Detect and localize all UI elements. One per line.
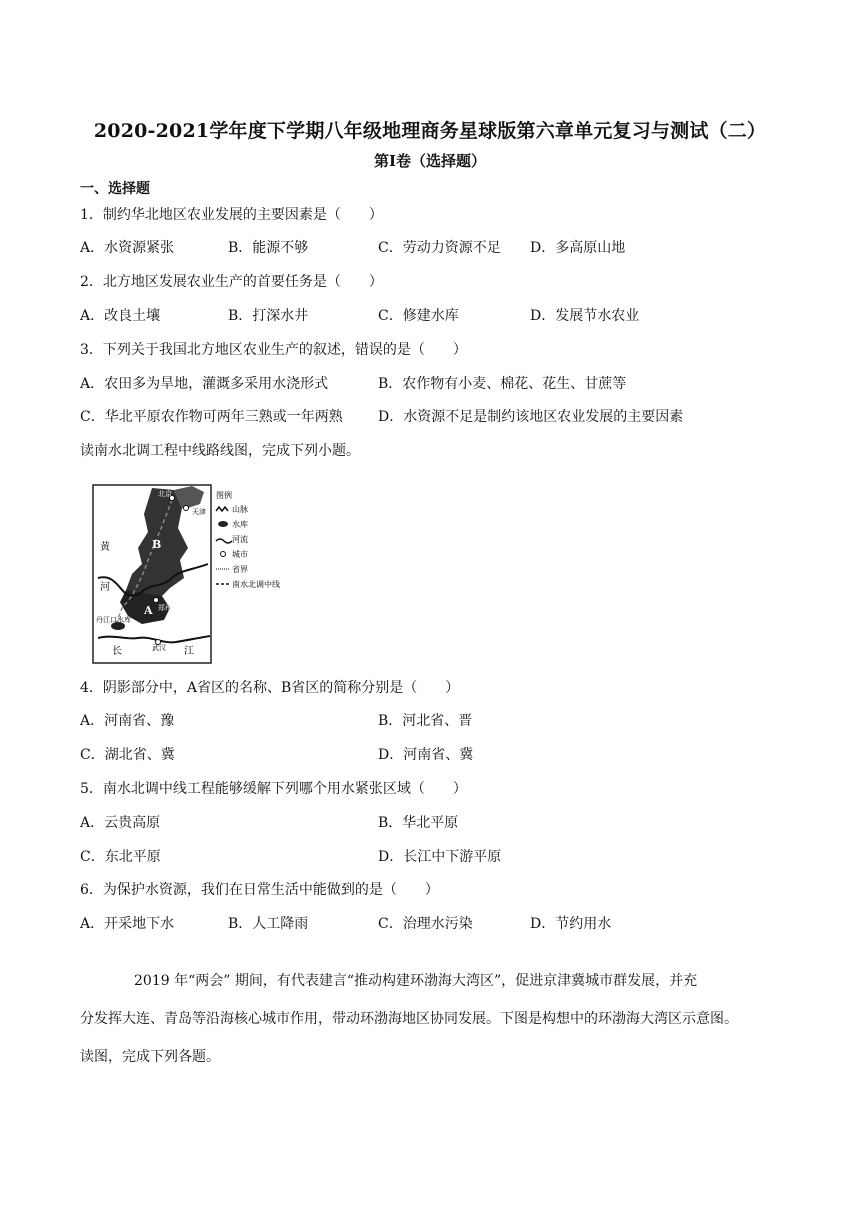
label-beijing: 北京 <box>158 490 172 498</box>
question-5-option-b[interactable]: B．华北平原 <box>378 815 459 831</box>
question-1-option-c[interactable]: C．劳动力资源不足 <box>378 240 501 256</box>
question-1-option-a[interactable]: A．水资源紧张 <box>80 240 175 256</box>
label-wuhan: 武汉 <box>152 644 166 652</box>
city-icon <box>221 552 226 557</box>
question-3-option-b[interactable]: B．农作物有小麦、棉花、花生、甘蔗等 <box>378 376 627 392</box>
question-6-option-d[interactable]: D．节约用水 <box>530 916 612 932</box>
question-4-option-d[interactable]: D．河南省、冀 <box>378 747 474 763</box>
question-6-stem: 6．为保护水资源，我们在日常生活中能做到的是（ ） <box>80 882 439 898</box>
legend-province-border: 省界 <box>232 565 248 574</box>
passage-line-3: 读图，完成下列各题。 <box>80 1049 220 1065</box>
legend-reservoir-icon <box>218 521 228 527</box>
label-jiang: 江 <box>184 646 194 657</box>
tianjin-city-icon <box>184 506 189 511</box>
question-6-option-a[interactable]: A．开采地下水 <box>80 916 175 932</box>
passage-line-2: 分发挥大连、青岛等沿海核心城市作用，带动环渤海地区协同发展。下图是构想中的环渤海大湾区示意图。 <box>80 1011 738 1027</box>
legend-mountain: 山脉 <box>232 505 248 514</box>
question-6-option-c[interactable]: C．治理水污染 <box>378 916 473 932</box>
label-reservoir: 丹江口水库 <box>96 616 131 624</box>
question-1-option-d[interactable]: D．多高原山地 <box>530 240 626 256</box>
question-5-option-a[interactable]: A．云贵高原 <box>80 815 161 831</box>
question-3-option-a[interactable]: A．农田多为旱地，灌溉多采用水浇形式 <box>80 376 329 392</box>
question-3-option-d[interactable]: D．水资源不足是制约该地区农业发展的主要因素 <box>378 409 684 425</box>
part-title: 第Ⅰ卷（选择题） <box>373 152 487 170</box>
legend-title: 图例 <box>216 491 232 500</box>
question-4-option-c[interactable]: C．湖北省、冀 <box>80 747 175 763</box>
question-5-option-d[interactable]: D．长江中下游平原 <box>378 849 502 865</box>
question-3-stem: 3．下列关于我国北方地区农业生产的叙述，错误的是（ ） <box>80 342 467 358</box>
label-yellow-2: 河 <box>100 582 110 593</box>
question-6-option-b[interactable]: B．人工降雨 <box>228 916 309 932</box>
section-heading: 一、选择题 <box>80 181 150 197</box>
river-icon <box>216 539 232 543</box>
legend-middle-route: 南水北调中线 <box>232 580 280 589</box>
map-intro: 读南水北调工程中线路线图，完成下列小题。 <box>80 443 360 459</box>
legend-river: 河流 <box>232 535 248 544</box>
exam-title: 2020-2021学年度下学期八年级地理商务星球版第六章单元复习与测试（二） <box>93 120 767 142</box>
legend-reservoir: 水库 <box>232 520 248 529</box>
mountain-icon <box>216 507 228 511</box>
zhengzhou-city-icon <box>154 598 159 603</box>
question-2-option-c[interactable]: C．修建水库 <box>378 308 459 324</box>
label-a: A <box>144 604 153 617</box>
question-4-option-b[interactable]: B．河北省、晋 <box>378 713 473 729</box>
question-2-option-b[interactable]: B．打深水井 <box>228 308 309 324</box>
question-3-option-c[interactable]: C．华北平原农作物可两年三熟或一年两熟 <box>80 409 343 425</box>
question-1-option-b[interactable]: B．能源不够 <box>228 240 309 256</box>
south-north-water-diversion-map <box>92 478 330 666</box>
legend-city: 城市 <box>232 550 248 559</box>
label-zhengzhou: 郑州 <box>158 604 172 612</box>
question-5-stem: 5．南水北调中线工程能够缓解下列哪个用水紧张区域（ ） <box>80 781 467 797</box>
label-yellow-1: 黄 <box>100 542 110 553</box>
question-4-option-a[interactable]: A．河南省、豫 <box>80 713 175 729</box>
question-2-option-d[interactable]: D．发展节水农业 <box>530 308 640 324</box>
passage-line-1: 2019 年“两会” 期间，有代表建言“推动构建环渤海大湾区”，促进京津冀城市群发展，并充 <box>134 973 698 989</box>
label-tianjin: 天津 <box>192 508 206 516</box>
question-2-stem: 2．北方地区发展农业生产的首要任务是（ ） <box>80 274 383 290</box>
question-4-stem: 4．阴影部分中，A省区的名称、B省区的简称分别是（ ） <box>80 680 460 696</box>
label-b: B <box>152 538 162 551</box>
question-2-option-a[interactable]: A．改良土壤 <box>80 308 161 324</box>
question-5-option-c[interactable]: C．东北平原 <box>80 849 161 865</box>
question-1-stem: 1．制约华北地区农业发展的主要因素是（ ） <box>80 207 383 223</box>
label-chang: 长 <box>112 646 122 657</box>
